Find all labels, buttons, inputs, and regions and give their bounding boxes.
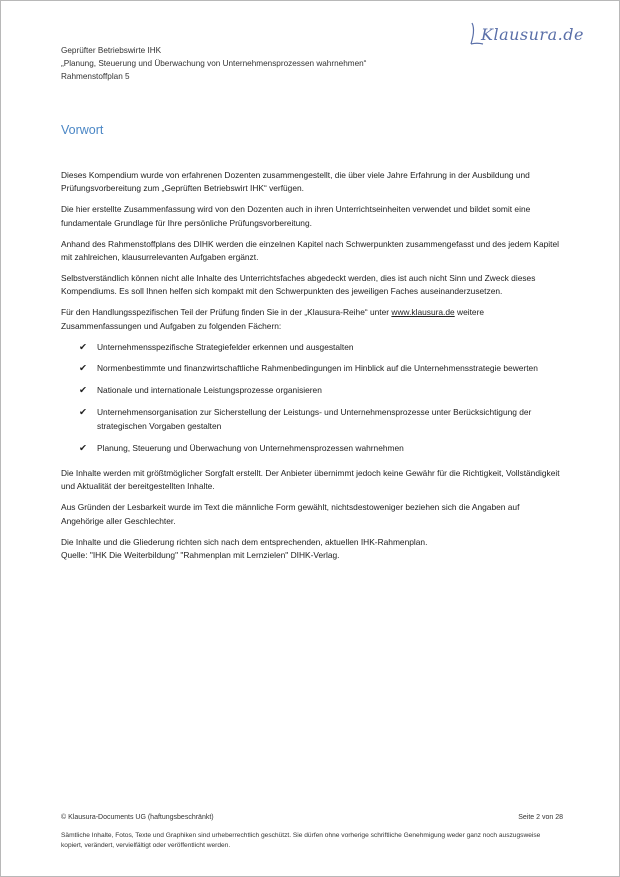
header-line-2: „Planung, Steuerung und Überwachung von Unternehmensprozessen wahrnehmen“ (61, 59, 367, 68)
klausura-link[interactable]: www.klausura.de (391, 307, 455, 318)
paragraph: Selbstverständlich können nicht alle Inhalte des Unterrichtsfaches abgedeckt werden, dies ist auch nicht Sinn und Zweck dieses Kompendiums. Es soll Ihnen helfen sich kompakt mit den Schwerpunkten des jeweiligen Faches auseinanderzusetzen. (61, 272, 536, 297)
checklist-item (61, 442, 563, 455)
checklist-item (61, 406, 563, 433)
footer (61, 813, 563, 823)
check-icon: ✔ (79, 363, 87, 375)
copyright-notice: Sämtliche Inhalte, Fotos, Texte und Graphiken sind urheberrechtlich geschützt. Sie dürfen ohne vorherige schriftliche Genehmigung weder ganz noch auszugsweise kopiert, verändert, vervielfältigt oder veröffentlicht werden. (61, 832, 541, 849)
check-icon: ✔ (79, 385, 87, 397)
checklist-item (61, 341, 563, 354)
klausura-logo (471, 25, 584, 44)
checklist-item-label: Unternehmensorganisation zur Sicherstellung der Leistungs- und Unternehmensprozesse unter Berücksichtigung der strategischen Vorgaben gestalten (97, 407, 532, 431)
checklist-item-label: Nationale und internationale Leistungsprozesse organisieren (97, 385, 322, 396)
intro-text-after: weitere Zusammenfassungen und Aufgaben zu folgenden Fächern: (61, 307, 485, 331)
checklist-item-label: Normenbestimmte und finanzwirtschaftliche Rahmenbedingungen im Hinblick auf die Unternehmensstrategie bewerten (97, 363, 538, 374)
header-line-3: Rahmenstoffplan 5 (61, 72, 130, 81)
intro-text-before: Für den Handlungsspezifischen Teil der Prüfung finden Sie in der „Klausura-Reihe“ unter (61, 307, 392, 318)
checklist-item-label: Planung, Steuerung und Überwachung von Unternehmensprozessen wahrnehmen (97, 442, 404, 453)
paragraph: Die hier erstellte Zusammenfassung wird von den Dozenten auch in ihren Unterrichtseinheiten verwendet und bildet somit eine fundamentale Grundlage für Ihre persönliche Prüfungsvorbereitung. (61, 204, 531, 228)
disclaimer-paragraph: Die Inhalte werden mit größtmöglicher Sorgfalt erstellt. Der Anbieter übernimmt jedoch keine Gewähr für die Richtigkeit, Vollständigkeit und Aktualität der bereitgestellten Inhalte. (61, 468, 560, 492)
logo-text: Klausura.de (481, 25, 584, 44)
source-line-1: Die Inhalte und die Gliederung richten sich nach dem entsprechenden, aktuellen IHK-Rahmenplan. (61, 536, 428, 547)
check-icon: ✔ (79, 442, 87, 454)
document-body (61, 169, 563, 570)
checklist-item-label: Unternehmensspezifische Strategiefelder erkennen und ausgestalten (97, 341, 354, 352)
checklist-item (61, 362, 563, 375)
paragraph: Anhand des Rahmenstoffplans des DIHK werden die einzelnen Kapitel nach Schwerpunkten zusammengefasst und des jedem Kapitel mit zahlreichen, klausurrelevanten Aufgaben ergänzt. (61, 238, 559, 263)
page-number: Seite 2 von 28 (518, 814, 563, 821)
check-icon: ✔ (79, 407, 87, 419)
source-line-2: Quelle: "IHK Die Weiterbildung" "Rahmenplan mit Lernzielen" DIHK-Verlag. (61, 550, 340, 561)
footer-copyright: © Klausura-Documents UG (haftungsbeschränkt) (61, 814, 214, 821)
document-header (61, 44, 461, 83)
section-title: Vorwort (61, 123, 104, 137)
paragraph: Dieses Kompendium wurde von erfahrenen Dozenten zusammengestellt, die über viele Jahre Erfahrung in der Ausbildung und Prüfungsvorbereitung zum „Geprüften Betriebswirt IHK“ verfügen. (61, 170, 530, 194)
source-paragraph (61, 536, 563, 563)
gender-note-paragraph: Aus Gründen der Lesbarkeit wurde im Text die männliche Form gewählt, nichtsdestoweniger beziehen sich die Angaben auf Angehörige aller Geschlechter. (61, 502, 520, 526)
check-icon: ✔ (79, 341, 87, 353)
header-line-1: Geprüfter Betriebswirte IHK (61, 46, 162, 55)
intro-paragraph (61, 306, 563, 333)
checklist-item (61, 384, 563, 397)
subject-checklist (61, 341, 563, 455)
